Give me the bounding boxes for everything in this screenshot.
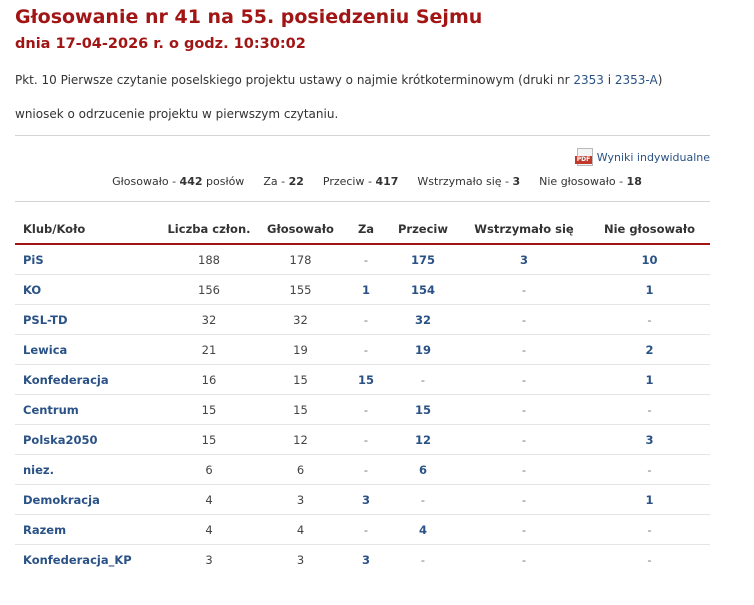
count-value: 16 [201,372,217,387]
cell-abstained [459,365,589,395]
pdf-icon-label: PDF [576,156,591,163]
count-value: 19 [293,342,308,357]
cell-against [387,244,459,275]
club-link[interactable]: Centrum [23,402,79,417]
count-value: 155 [289,282,312,297]
cell-not-voted [589,244,710,275]
vote-count-link[interactable]: 154 [410,282,435,297]
count-value: 4 [205,522,213,537]
cell-abstained [459,395,589,425]
empty-value: - [363,252,369,267]
cell-members [162,515,256,545]
empty-value: - [363,342,369,357]
cell-club [15,545,162,575]
summary-against-value: 417 [375,175,399,188]
cell-against [387,485,459,515]
table-row [15,365,710,395]
empty-value: - [420,372,426,387]
cell-for [345,485,387,515]
empty-value: - [363,462,369,477]
cell-voted [256,275,345,305]
vote-count-link[interactable]: 4 [418,522,427,537]
cell-members [162,365,256,395]
vote-count-link[interactable]: 15 [357,372,374,387]
divider [15,201,710,202]
empty-value: - [521,372,527,387]
cell-members [162,305,256,335]
vote-count-link[interactable]: 1 [645,492,654,507]
cell-voted [256,425,345,455]
vote-count-link[interactable]: 1 [645,282,654,297]
cell-members [162,244,256,275]
agenda-point-text: Pkt. 10 Pierwsze czytanie poselskiego projektu ustawy o najmie krótkoterminowym (druki nr [15,73,574,87]
cell-not-voted [589,545,710,575]
individual-results-text[interactable]: Wyniki indywidualne [596,150,710,164]
summary-abstained-value: 3 [512,175,521,188]
cell-club [15,275,162,305]
club-link[interactable]: KO [23,282,42,297]
divider [15,135,710,136]
cell-abstained [459,305,589,335]
vote-count-link[interactable]: 19 [414,342,431,357]
empty-value: - [521,312,527,327]
club-link[interactable]: PSL-TD [23,312,68,327]
cell-abstained [459,455,589,485]
cell-not-voted [589,275,710,305]
table-row [15,425,710,455]
empty-value: - [521,282,527,297]
count-value: 188 [198,252,220,267]
cell-club [15,425,162,455]
vote-count-link[interactable]: 3 [361,552,370,567]
count-value: 15 [293,402,308,417]
club-link[interactable]: Konfederacja [23,372,109,387]
cell-for [345,365,387,395]
cell-voted [256,365,345,395]
cell-not-voted [589,485,710,515]
cell-for [345,335,387,365]
cell-against [387,455,459,485]
vote-summary [0,175,754,188]
motion-text: wniosek o odrzucenie projektu w pierwszym czytaniu. [15,107,339,121]
empty-value: - [521,402,527,417]
cell-abstained [459,275,589,305]
empty-value: - [647,552,652,567]
empty-value: - [420,492,426,507]
empty-value: - [363,522,369,537]
header-against: Przeciw [387,215,459,244]
count-value: 6 [296,462,305,477]
club-link[interactable]: Konfederacja_KP [23,552,132,567]
cell-for [345,455,387,485]
count-value: 4 [205,492,213,507]
empty-value: - [363,402,369,417]
empty-value: - [363,432,369,447]
summary-voted-value: 442 [179,175,203,188]
cell-members [162,275,256,305]
empty-value: - [647,522,652,537]
summary-abstained-label: Wstrzymało się - [417,175,513,188]
cell-for [345,244,387,275]
table-row [15,305,710,335]
header-members: Liczba człon. [162,215,256,244]
cell-for [345,305,387,335]
table-row [15,545,710,575]
count-value: 15 [201,402,217,417]
count-value: 6 [205,462,213,477]
cell-not-voted [589,335,710,365]
print-separator: i [603,73,615,87]
header-abstained: Wstrzymało się [459,215,589,244]
table-row [15,485,710,515]
agenda-point-end: ) [657,73,663,87]
empty-value: - [521,342,527,357]
agenda-point [15,73,662,87]
cell-against [387,275,459,305]
header-voted: Głosowało [256,215,345,244]
cell-club [15,244,162,275]
cell-voted [256,244,345,275]
cell-for [345,275,387,305]
empty-value: - [521,522,527,537]
cell-club [15,365,162,395]
cell-voted [256,545,345,575]
count-value: 32 [293,312,308,327]
summary-against-label: Przeciw - [322,175,376,188]
vote-count-link[interactable]: 10 [641,252,658,267]
club-link[interactable]: Polska2050 [23,432,98,447]
summary-notvoted-value: 18 [626,175,642,188]
count-value: 178 [289,252,312,267]
cell-members [162,425,256,455]
count-value: 15 [293,372,308,387]
vote-count-link[interactable]: 1 [645,372,654,387]
vote-count-link[interactable]: 1 [361,282,370,297]
cell-against [387,425,459,455]
cell-club [15,485,162,515]
club-link[interactable]: niez. [23,462,54,477]
cell-against [387,305,459,335]
vote-count-link[interactable]: 3 [645,432,654,447]
cell-abstained [459,515,589,545]
vote-count-link[interactable]: 175 [410,252,435,267]
vote-datetime: dnia 17-04-2026 r. o godz. 10:30:02 [15,36,306,52]
count-value: 12 [293,432,308,447]
count-value: 15 [201,432,217,447]
cell-abstained [459,335,589,365]
club-link[interactable]: Lewica [23,342,68,357]
table-row [15,275,710,305]
count-value: 4 [296,522,305,537]
table-body [15,244,710,574]
cell-abstained [459,545,589,575]
club-link[interactable]: Demokracja [23,492,100,507]
table-header-row [15,215,710,244]
cell-voted [256,395,345,425]
pdf-icon[interactable] [577,148,593,166]
cell-for [345,545,387,575]
table-row [15,395,710,425]
print-link-2353a[interactable]: 2353-A [614,73,658,87]
cell-voted [256,305,345,335]
individual-results-link[interactable] [577,148,710,166]
vote-count-link[interactable]: 6 [418,462,427,477]
empty-value: - [521,462,527,477]
cell-for [345,395,387,425]
table-row [15,515,710,545]
cell-voted [256,515,345,545]
empty-value: - [521,432,527,447]
summary-voted-suffix: posłów [202,175,245,188]
count-value: 32 [201,312,217,327]
club-link[interactable]: PiS [23,252,44,267]
count-value: 3 [296,552,305,567]
cell-against [387,545,459,575]
cell-voted [256,485,345,515]
table-row [15,244,710,275]
cell-against [387,335,459,365]
count-value: 3 [205,552,213,567]
header-for: Za [345,215,387,244]
table-row [15,455,710,485]
cell-club [15,515,162,545]
summary-voted-label: Głosowało - [112,175,180,188]
table-row [15,335,710,365]
vote-count-link[interactable]: 3 [361,492,370,507]
cell-not-voted [589,515,710,545]
cell-not-voted [589,305,710,335]
cell-members [162,395,256,425]
print-link-2353[interactable]: 2353 [573,73,604,87]
cell-members [162,545,256,575]
vote-count-link[interactable]: 3 [519,252,528,267]
vote-count-link[interactable]: 12 [414,432,431,447]
vote-count-link[interactable]: 15 [414,402,431,417]
vote-count-link[interactable]: 32 [414,312,431,327]
cell-for [345,425,387,455]
summary-notvoted-label: Nie głosowało - [539,175,627,188]
cell-abstained [459,485,589,515]
cell-abstained [459,244,589,275]
header-not-voted: Nie głosowało [589,215,710,244]
club-link[interactable]: Razem [23,522,67,537]
cell-voted [256,335,345,365]
empty-value: - [647,312,652,327]
cell-against [387,395,459,425]
count-value: 21 [201,342,217,357]
cell-against [387,515,459,545]
empty-value: - [521,492,527,507]
summary-for-label: Za - [263,175,289,188]
results-table [15,215,710,574]
count-value: 3 [296,492,305,507]
cell-members [162,455,256,485]
cell-abstained [459,425,589,455]
cell-club [15,305,162,335]
empty-value: - [521,552,527,567]
cell-club [15,455,162,485]
cell-not-voted [589,365,710,395]
cell-not-voted [589,425,710,455]
vote-count-link[interactable]: 2 [645,342,654,357]
cell-for [345,515,387,545]
cell-voted [256,455,345,485]
cell-against [387,365,459,395]
summary-for-value: 22 [288,175,304,188]
empty-value: - [363,312,369,327]
empty-value: - [420,552,426,567]
empty-value: - [647,402,652,417]
page-title: Głosowanie nr 41 na 55. posiedzeniu Sejmu [15,6,483,28]
cell-club [15,395,162,425]
cell-members [162,335,256,365]
cell-club [15,335,162,365]
cell-not-voted [589,455,710,485]
cell-members [162,485,256,515]
count-value: 156 [198,282,220,297]
cell-not-voted [589,395,710,425]
empty-value: - [647,462,652,477]
header-club: Klub/Koło [15,215,162,244]
